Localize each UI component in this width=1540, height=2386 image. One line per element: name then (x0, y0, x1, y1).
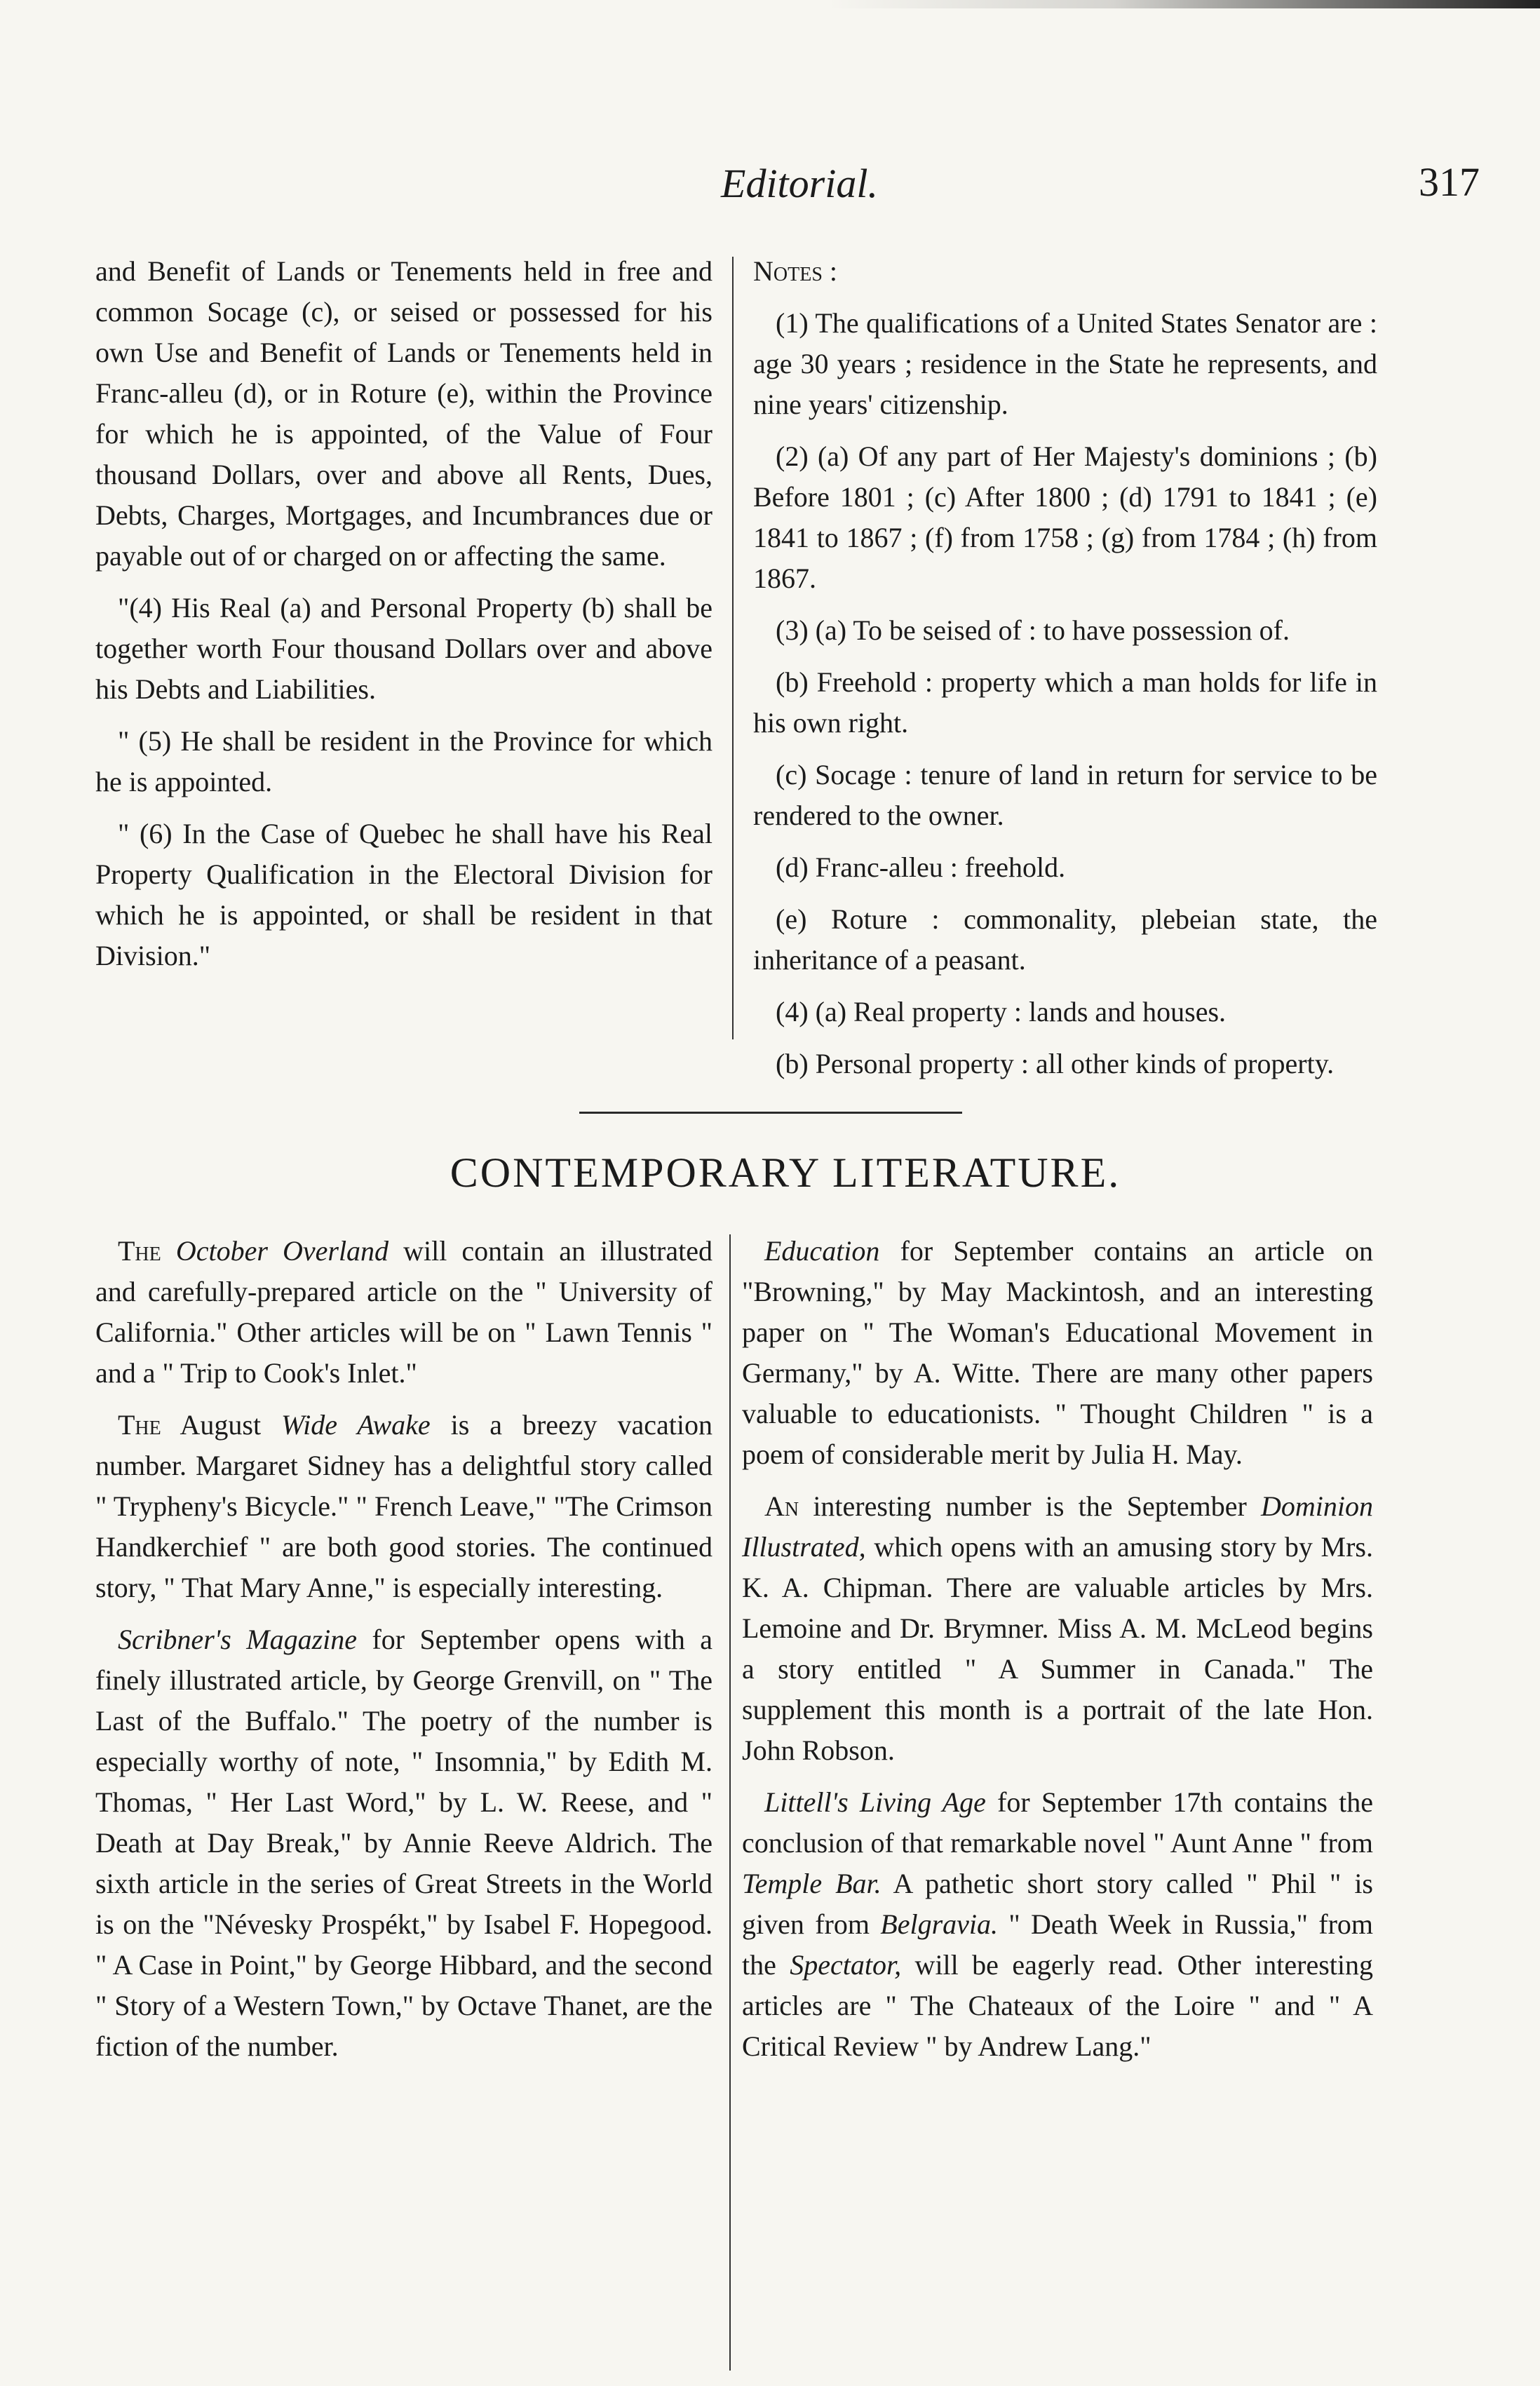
literature-column-left (95, 1231, 712, 2078)
paragraph-text: is a breezy vacation number. Margaret Sidney has a delightful story called " Trypheny's Bicycle." " French Leave," "The Crimson Handkerchief " are both good stories. The continued story, " That Mary Anne," is especially interesting. (95, 1409, 713, 1603)
note-item: (1) The qualifications of a United States Senator are : age 30 years ; residence in the State he represents, and nine years' citizenship. (753, 307, 1377, 420)
note-item: (d) Franc-alleu : freehold. (776, 851, 1066, 883)
statute-paragraph: and Benefit of Lands or Tenements held in free and common Socage (c), or seised or possessed for his own Use and Benefit of Lands or Tenements held in Franc-alleu (d), or in Roture (e), within the Province for which he is appointed, of the Value of Four thousand Dollars, over and above all Rents, Dues, Debts, Charges, Mortgages, and Incumbrances due or payable out of or charged on or affecting the same. (95, 255, 712, 572)
paragraph-text: " Death Week in Russia," from the (742, 1908, 1374, 1981)
lead-word: The (118, 1235, 161, 1267)
page-number: 317 (1419, 159, 1480, 205)
note-item: (4) (a) Real property : lands and houses. (776, 996, 1227, 1027)
paragraph-text: will be eagerly read. Other interesting articles are " The Chateaux of the Loire " and " A Critical Review " by Andrew Lang." (742, 1949, 1373, 2062)
magazine-title: Wide Awake (281, 1409, 431, 1441)
section-rule (579, 1112, 962, 1114)
column-divider (732, 257, 734, 1039)
notes-column (753, 251, 1377, 1096)
note-item: (b) Freehold : property which a man holds for life in his own right. (753, 666, 1377, 739)
magazine-title: Littell's Living Age (764, 1786, 986, 1818)
paragraph-text: for September opens with a finely illustrated article, by George Grenvill, on " The Last of the Buffalo." The poetry of the number is especially worthy of note, " Insomnia," by Edith M. Thomas, " Her Last Word," by L. W. Reese, and " Death at Day Break," by Annie Reeve Aldrich. The sixth article in the series of Great Streets in the World is on the "Névesky Prospékt," by Isabel F. Hopegood. " A Case in Point," by George Hibbard, and the second " Story of a Western Town," by Octave Thanet, are the fiction of the number. (95, 1624, 712, 2062)
literature-paragraph (742, 1782, 1373, 2067)
paragraph-text: for September contains an article on "Browning," by May Mackintosh, and an interesting paper on " The Woman's Educational Movement in Germany," by A. Witte. There are many other papers valuable to educationists. " Thought Children " is a poem of considerable merit by Julia H. May. (742, 1235, 1373, 1470)
scan-edge-shadow (828, 0, 1540, 8)
statute-paragraph: "(4) His Real (a) and Personal Property (b) shall be together worth Four thousand Dollars over and above his Debts and Liabilities. (95, 592, 712, 705)
note-item: (b) Personal property : all other kinds of property. (776, 1048, 1335, 1079)
magazine-title: Education (764, 1235, 880, 1267)
paragraph-text: interesting number is the September (799, 1490, 1261, 1522)
paragraph-text: August (161, 1409, 282, 1441)
statute-paragraph: " (6) In the Case of Quebec he shall have his Real Property Qualification in the Electoral Division for which he is appointed, or shall be resident in that Division." (95, 818, 712, 971)
statute-paragraph: " (5) He shall be resident in the Province for which he is appointed. (95, 725, 712, 797)
note-item: (2) (a) Of any part of Her Majesty's dominions ; (b) Before 1801 ; (c) After 1800 ; (d) 1791 to 1841 ; (e) 1841 to 1867 ; (f) from 1758 ; (g) from 1784 ; (h) from 1867. (753, 440, 1377, 594)
literature-column-right (742, 1231, 1373, 2078)
section-title: CONTEMPORARY LITERATURE. (450, 1150, 1121, 1196)
paragraph-text: for September 17th contains the conclusion of that remarkable novel " Aunt Anne " from (742, 1786, 1373, 1859)
literature-paragraph (95, 1405, 712, 1608)
paragraph-text: which opens with an amusing story by Mrs. K. A. Chipman. There are valuable articles by Mrs. Lemoine and Dr. Brymner. Miss A. M. McLeod begins a story entitled " A Summer in Canada." The supplement this month is a portrait of the late Hon. John Robson. (742, 1531, 1373, 1766)
literature-paragraph (95, 1619, 712, 2067)
magazine-title: Belgravia. (880, 1908, 999, 1940)
notes-heading: Notes : (753, 255, 837, 287)
literature-paragraph (742, 1486, 1373, 1771)
statute-text-column (95, 251, 712, 988)
magazine-title: Dominion Illustrated, (742, 1490, 1373, 1563)
note-item: (3) (a) To be seised of : to have possession of. (776, 614, 1290, 646)
paragraph-text: will contain an illustrated and carefully-prepared article on the " University of California." Other articles will be on " Lawn Tennis " and a " Trip to Cook's Inlet." (95, 1235, 712, 1389)
column-divider (729, 1234, 731, 2371)
running-header-title: Editorial. (721, 161, 878, 206)
magazine-title: Spectator, (790, 1949, 902, 1981)
magazine-title: Temple Bar. (742, 1868, 882, 1899)
note-item: (c) Socage : tenure of land in return for service to be rendered to the owner. (753, 759, 1377, 831)
note-item: (e) Roture : commonality, plebeian state, the inheritance of a peasant. (753, 903, 1377, 976)
paragraph-text: A pathetic short story called " Phil " is given from (742, 1868, 1373, 1940)
lead-word: The (118, 1409, 161, 1441)
magazine-title: Scribner's Magazine (118, 1624, 358, 1655)
magazine-title: October Overland (175, 1235, 389, 1267)
lead-word: An (764, 1490, 799, 1522)
literature-paragraph (742, 1231, 1373, 1475)
literature-paragraph (95, 1231, 712, 1394)
